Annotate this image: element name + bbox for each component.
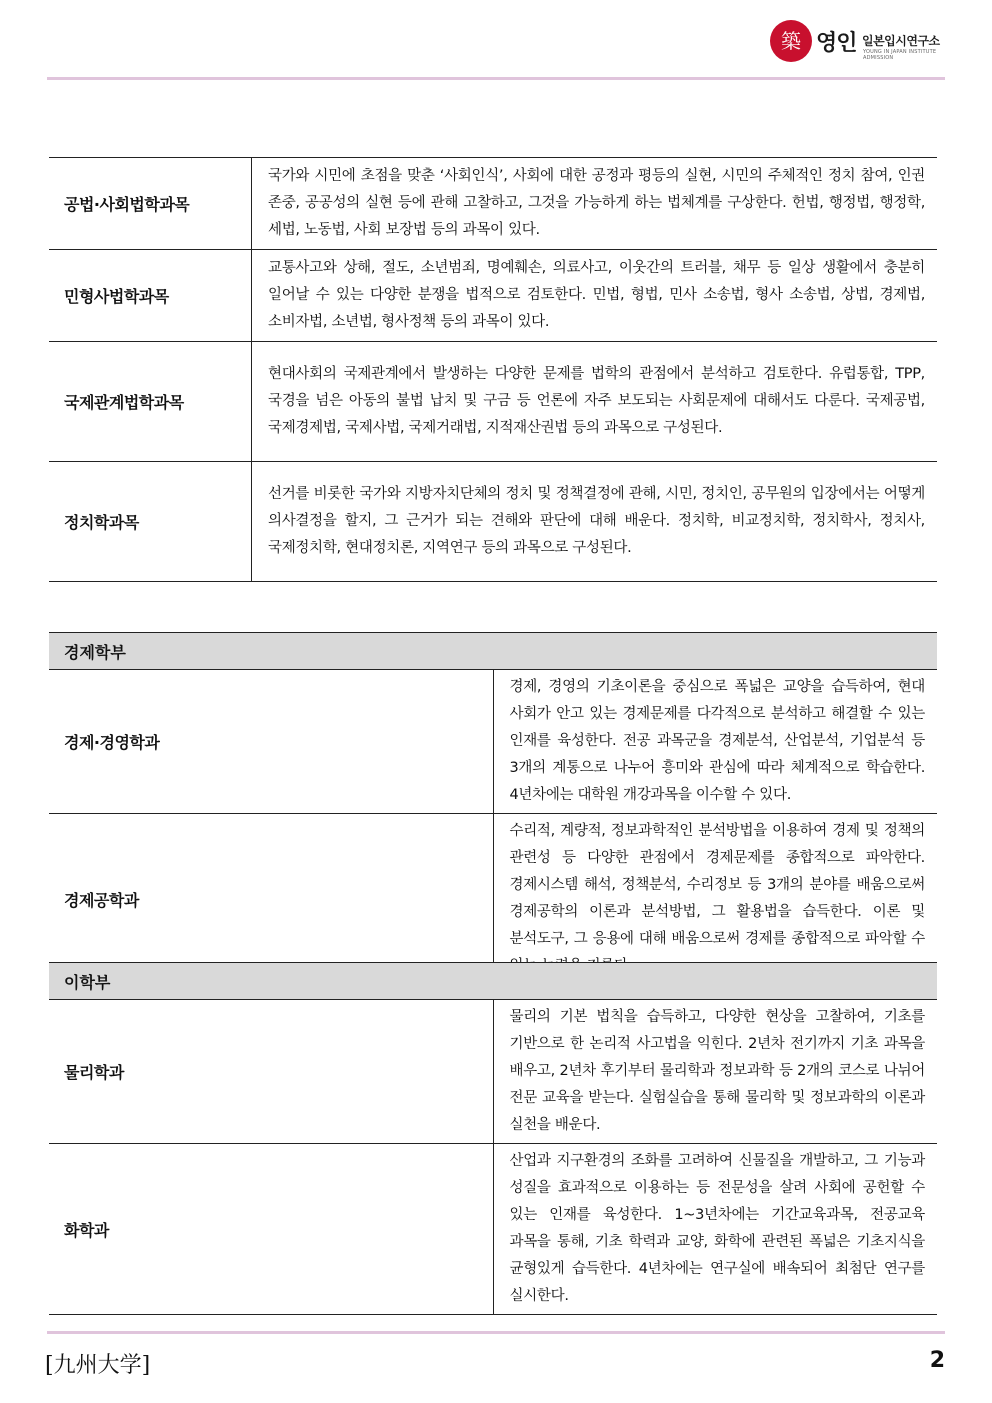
table-row — [49, 1000, 937, 1144]
course-description: 국가와 시민에 초점을 맞춘 ‘사회인식’, 사회에 대한 공정과 평등의 실현, 시민의 주체적인 정치 참여, 인권 존중, 공공성의 실현 등에 관해 고찰하고, 그것을 가능하게 하는 법체계를 구상한다. 헌법, 행정법, 행정학, 세법, 노동법, 사회 보장법 등의 과목이 있다. — [252, 158, 938, 250]
table-row — [49, 158, 937, 250]
department-name: 경제·경영학과 — [49, 670, 493, 814]
section-title: 경제학부 — [49, 633, 937, 670]
department-name: 경제공학과 — [49, 814, 493, 985]
page-number: 2 — [929, 1348, 945, 1373]
table-row — [49, 462, 937, 582]
section-header-row — [49, 963, 937, 1000]
course-name: 공법·사회법학과목 — [49, 158, 252, 250]
footer-divider — [47, 1331, 945, 1334]
course-description: 현대사회의 국제관계에서 발생하는 다양한 문제를 법학의 관점에서 분석하고 검토한다. 유럽통합, TPP, 국경을 넘은 아동의 불법 납치 및 구금 등 언론에 자주 보도되는 사회문제에 대해서도 다룬다. 국제공법, 국제경제법, 국제사법, 국제거래법, 지적재산권법 등의 과목으로 구성된다. — [252, 342, 938, 462]
science-faculty-table — [49, 962, 937, 1315]
table-row — [49, 670, 937, 814]
course-description: 선거를 비롯한 국가와 지방자치단체의 정치 및 정책결정에 관해, 시민, 정치인, 공무원의 입장에서는 어떻게 의사결정을 할지, 그 근거가 되는 견해와 판단에 대해 배운다. 정치학, 비교정치학, 정치학사, 정치사, 국제정치학, 현대정치론, 지역연구 등의 과목으로 구성된다. — [252, 462, 938, 582]
logo-emblem: 築 — [770, 20, 812, 62]
course-name: 정치학과목 — [49, 462, 252, 582]
course-name: 민형사법학과목 — [49, 250, 252, 342]
department-description: 경제, 경영의 기초이론을 중심으로 폭넓은 교양을 습득하여, 현대 사회가 안고 있는 경제문제를 다각적으로 분석하고 해결할 수 있는 인재를 육성한다. 전공 과목군을 경제분석, 산업분석, 기업분석 등 3개의 계통으로 나누어 흥미와 관심에 따라 체계적으로 학습한다. 4년차에는 대학원 개강과목을 이수할 수 있다. — [493, 670, 937, 814]
table-row — [49, 814, 937, 985]
brand-name: 영인 — [816, 31, 857, 56]
header-divider — [47, 77, 945, 80]
table-row — [49, 342, 937, 462]
department-name: 물리학과 — [49, 1000, 493, 1144]
course-description: 교통사고와 상해, 절도, 소년범죄, 명예훼손, 의료사고, 이웃간의 트러블, 채무 등 일상 생활에서 충분히 일어날 수 있는 다양한 분쟁을 법적으로 검토한다. 민법, 형법, 민사 소송법, 형사 소송법, 상법, 경제법, 소비자법, 소년법, 형사정책 등의 과목이 있다. — [252, 250, 938, 342]
law-courses-table — [49, 157, 937, 582]
department-name: 화학과 — [49, 1144, 493, 1315]
course-name: 국제관계법학과목 — [49, 342, 252, 462]
department-description: 산업과 지구환경의 조화를 고려하여 신물질을 개발하고, 그 기능과 성질을 효과적으로 이용하는 등 전문성을 살려 사회에 공헌할 수 있는 인재를 육성한다. 1~3년차에는 기간교육과목, 전공교육 과목을 통해, 기초 학력과 교양, 화학에 관련된 폭넓은 기초지식을 균형있게 습득한다. 4년차에는 연구실에 배속되어 최첨단 연구를 실시한다. — [493, 1144, 937, 1315]
company-logo — [770, 20, 950, 64]
institute-name: 일본입시연구소 — [862, 34, 940, 48]
table-row — [49, 1144, 937, 1315]
economics-faculty-table — [49, 632, 937, 985]
table-row — [49, 250, 937, 342]
department-description: 수리적, 계량적, 정보과학적인 분석방법을 이용하여 경제 및 정책의 관련성 등 다양한 관점에서 경제문제를 종합적으로 파악한다. 경제시스템 해석, 정책분석, 수리정보 등 3개의 분야를 배움으로써 경제공학의 이론과 분석방법, 그 활용법을 습득한다. 이론 및 분석도구, 그 응용에 대해 배움으로써 경제를 종합적으로 파악할 수 — [493, 814, 937, 985]
section-header-row — [49, 633, 937, 670]
section-title: 이학부 — [49, 963, 937, 1000]
university-name: [九州大学] — [45, 1353, 151, 1378]
logo-tagline: YOUNG IN JAPAN INSTITUTE ADMISSION — [863, 49, 937, 61]
department-description: 물리의 기본 법칙을 습득하고, 다양한 현상을 고찰하여, 기초를 기반으로 한 논리적 사고법을 익힌다. 2년차 전기까지 기초 과목을 배우고, 2년차 후기부터 물리학과 정보과학 등 2개의 코스로 나뉘어 전문 교육을 받는다. 실험실습을 통해 물리학 및 정보과학의 이론과 실천을 배운다. — [493, 1000, 937, 1144]
